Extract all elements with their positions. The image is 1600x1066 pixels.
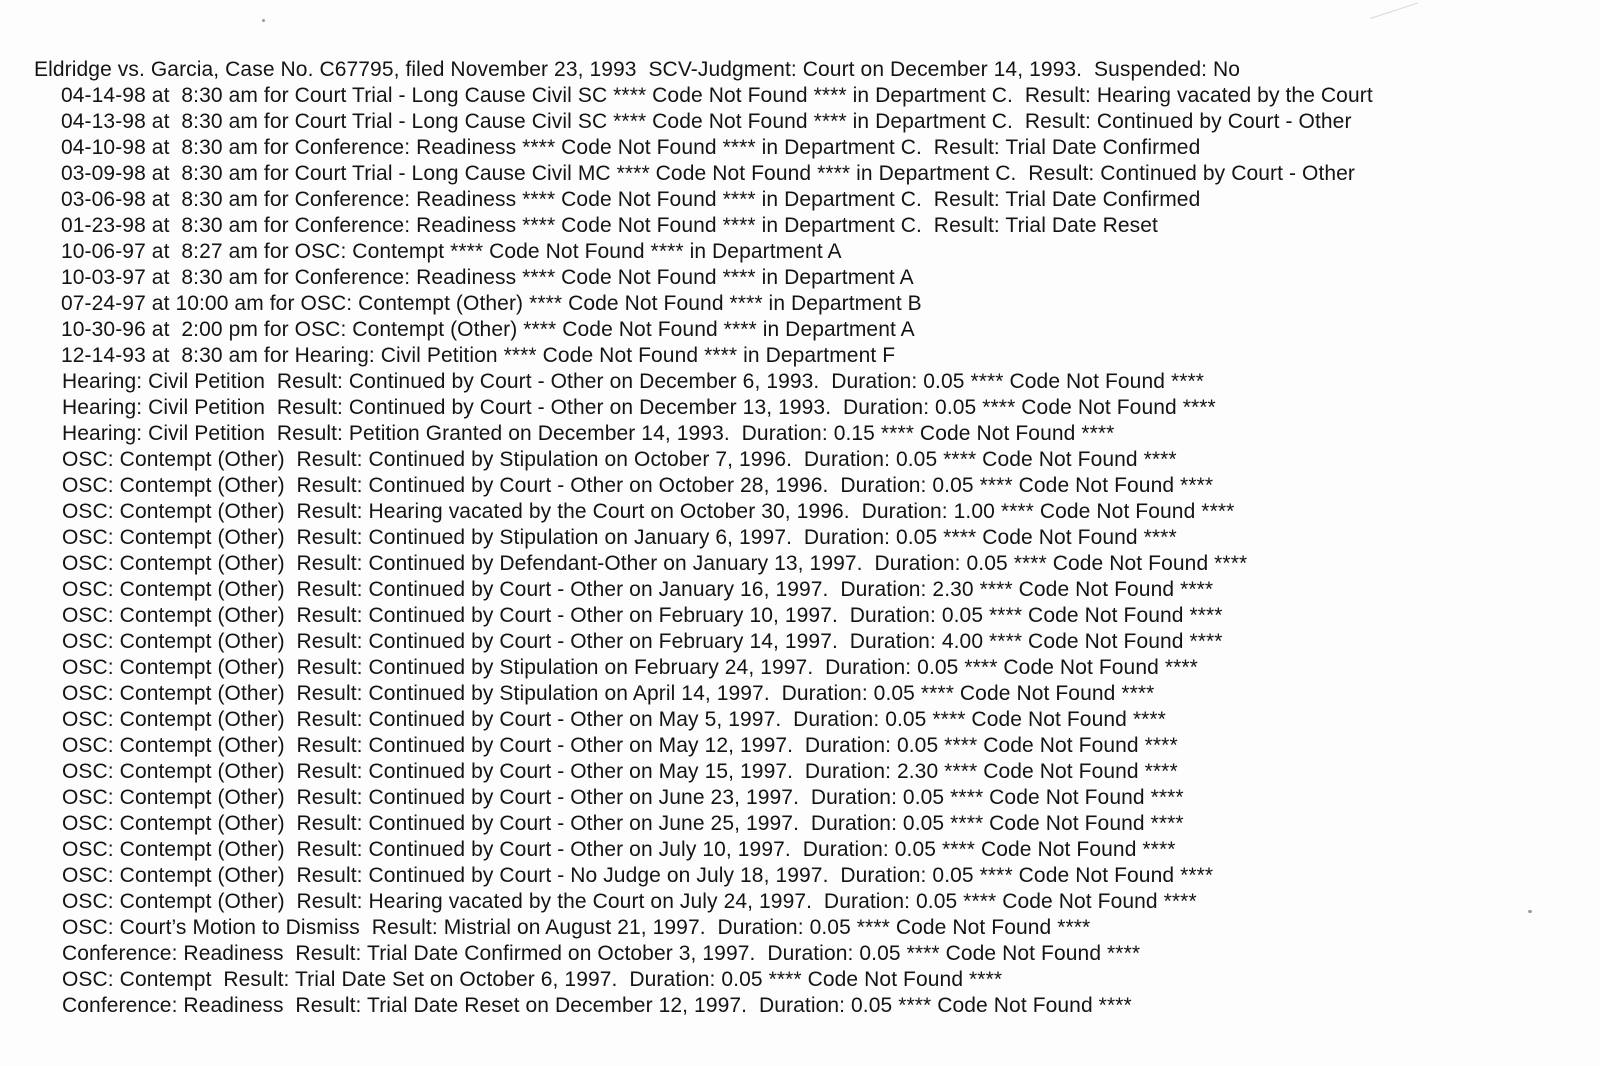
result-entry: OSC: Contempt (Other) Result: Hearing vacated by the Court on July 24, 1997. Duration: 0.05 **** Code Not Found **** <box>62 890 1197 913</box>
hearing-list <box>34 83 1574 369</box>
result-entry: OSC: Contempt (Other) Result: Continued by Court - Other on May 5, 1997. Duration: 0.05 **** Code Not Found **** <box>62 708 1166 731</box>
result-entry: Hearing: Civil Petition Result: Continued by Court - Other on December 6, 1993. Duration: 0.05 **** Code Not Found **** <box>62 370 1205 393</box>
scan-speck <box>262 19 265 22</box>
hearing-entry: 04-14-98 at 8:30 am for Court Trial - Long Cause Civil SC **** Code Not Found **** in Department C. Result: Hearing vacated by the Court <box>61 84 1373 107</box>
case-record <box>34 57 1574 1019</box>
hearing-entry: 10-06-97 at 8:27 am for OSC: Contempt **** Code Not Found **** in Department A <box>61 240 842 263</box>
result-entry: Conference: Readiness Result: Trial Date Reset on December 12, 1997. Duration: 0.05 **** Code Not Found **** <box>62 994 1132 1017</box>
hearing-entry: 10-30-96 at 2:00 pm for OSC: Contempt (Other) **** Code Not Found **** in Department A <box>61 318 915 341</box>
hearing-entry: 07-24-97 at 10:00 am for OSC: Contempt (Other) **** Code Not Found **** in Department B <box>61 292 922 315</box>
result-entry: OSC: Contempt (Other) Result: Continued by Court - Other on July 10, 1997. Duration: 0.05 **** Code Not Found **** <box>62 838 1176 861</box>
result-entry: OSC: Contempt (Other) Result: Continued by Court - Other on May 15, 1997. Duration: 2.30 **** Code Not Found **** <box>62 760 1178 783</box>
result-entry: OSC: Contempt (Other) Result: Continued by Stipulation on January 6, 1997. Duration: 0.05 **** Code Not Found **** <box>62 526 1177 549</box>
result-entry: OSC: Contempt (Other) Result: Hearing vacated by the Court on October 30, 1996. Duration: 1.00 **** Code Not Found **** <box>62 500 1235 523</box>
result-entry: OSC: Contempt (Other) Result: Continued by Court - Other on January 16, 1997. Duration: 2.30 **** Code Not Found **** <box>62 578 1214 601</box>
hearing-entry: 03-09-98 at 8:30 am for Court Trial - Long Cause Civil MC **** Code Not Found **** in Department C. Result: Continued by Court - Other <box>61 162 1356 185</box>
result-entry: OSC: Contempt (Other) Result: Continued by Court - No Judge on July 18, 1997. Duration: 0.05 **** Code Not Found **** <box>62 864 1214 887</box>
result-entry: OSC: Contempt (Other) Result: Continued by Stipulation on October 7, 1996. Duration: 0.05 **** Code Not Found **** <box>62 448 1177 471</box>
result-entry: OSC: Contempt (Other) Result: Continued by Court - Other on October 28, 1996. Duration: 0.05 **** Code Not Found **** <box>62 474 1214 497</box>
result-entry: OSC: Contempt (Other) Result: Continued by Court - Other on February 14, 1997. Duration: 4.00 **** Code Not Found **** <box>62 630 1223 653</box>
result-entry: Conference: Readiness Result: Trial Date Confirmed on October 3, 1997. Duration: 0.05 **** Code Not Found **** <box>62 942 1141 965</box>
result-history <box>34 369 1574 1019</box>
scan-scratch <box>1370 3 1418 19</box>
hearing-entry: 10-03-97 at 8:30 am for Conference: Readiness **** Code Not Found **** in Department A <box>61 266 914 289</box>
hearing-entry: 03-06-98 at 8:30 am for Conference: Readiness **** Code Not Found **** in Department C. Result: Trial Date Confirmed <box>61 188 1201 211</box>
hearing-entry: 04-10-98 at 8:30 am for Conference: Readiness **** Code Not Found **** in Department C. Result: Trial Date Confirmed <box>61 136 1201 159</box>
result-entry: OSC: Contempt (Other) Result: Continued by Court - Other on February 10, 1997. Duration: 0.05 **** Code Not Found **** <box>62 604 1223 627</box>
hearing-entry: 12-14-93 at 8:30 am for Hearing: Civil Petition **** Code Not Found **** in Department F <box>61 344 896 367</box>
hearing-entry: 01-23-98 at 8:30 am for Conference: Readiness **** Code Not Found **** in Department C. Result: Trial Date Reset <box>61 214 1158 237</box>
result-entry: OSC: Contempt (Other) Result: Continued by Stipulation on February 24, 1997. Duration: 0.05 **** Code Not Found **** <box>62 656 1198 679</box>
result-entry: OSC: Contempt (Other) Result: Continued by Court - Other on June 25, 1997. Duration: 0.05 **** Code Not Found **** <box>62 812 1184 835</box>
result-entry: OSC: Contempt (Other) Result: Continued by Court - Other on June 23, 1997. Duration: 0.05 **** Code Not Found **** <box>62 786 1184 809</box>
result-entry: Hearing: Civil Petition Result: Petition Granted on December 14, 1993. Duration: 0.15 **** Code Not Found **** <box>62 422 1115 445</box>
hearing-entry: 04-13-98 at 8:30 am for Court Trial - Long Cause Civil SC **** Code Not Found **** in Department C. Result: Continued by Court - Other <box>61 110 1352 133</box>
result-entry: OSC: Contempt (Other) Result: Continued by Stipulation on April 14, 1997. Duration: 0.05 **** Code Not Found **** <box>62 682 1155 705</box>
result-entry: OSC: Court’s Motion to Dismiss Result: Mistrial on August 21, 1997. Duration: 0.05 **** Code Not Found **** <box>62 916 1091 939</box>
case-header: Eldridge vs. Garcia, Case No. C67795, filed November 23, 1993 SCV-Judgment: Court on December 14, 1993. Suspended: No <box>34 58 1241 81</box>
result-entry: OSC: Contempt Result: Trial Date Set on October 6, 1997. Duration: 0.05 **** Code Not Found **** <box>62 968 1003 991</box>
result-entry: OSC: Contempt (Other) Result: Continued by Defendant-Other on January 13, 1997. Duration: 0.05 **** Code Not Found **** <box>62 552 1248 575</box>
result-entry: OSC: Contempt (Other) Result: Continued by Court - Other on May 12, 1997. Duration: 0.05 **** Code Not Found **** <box>62 734 1178 757</box>
result-entry: Hearing: Civil Petition Result: Continued by Court - Other on December 13, 1993. Duration: 0.05 **** Code Not Found **** <box>62 396 1216 419</box>
